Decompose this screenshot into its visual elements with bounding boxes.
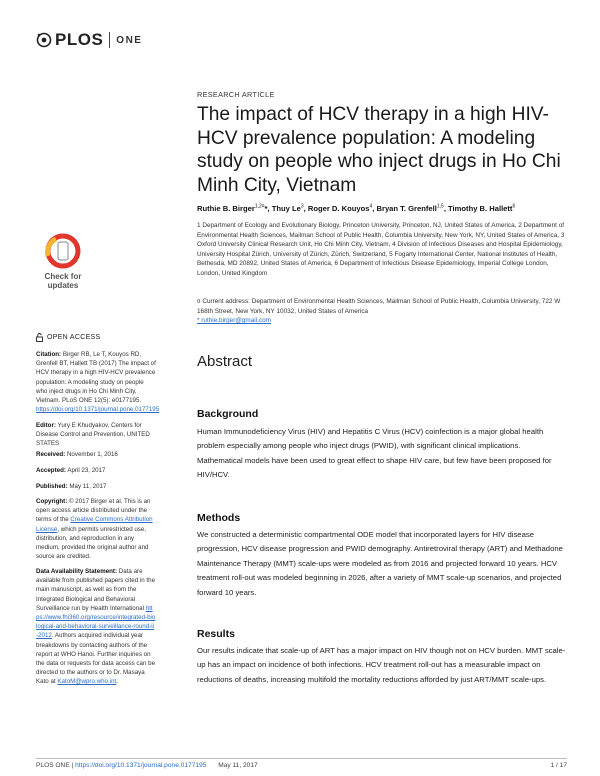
check-for-updates-badge[interactable] xyxy=(38,232,88,294)
check-updates-icon xyxy=(38,232,88,294)
open-lock-icon xyxy=(36,333,43,342)
current-address-block xyxy=(197,297,567,326)
published-block xyxy=(36,482,156,491)
footer-journal: PLOS ONE xyxy=(36,762,70,769)
editor-block xyxy=(36,421,156,449)
data-availability-label: Data Availability Statement: xyxy=(36,568,118,575)
received-date: November 1, 2016 xyxy=(66,451,118,458)
background-text: Human Immunodeficiency Virus (HIV) and Hepatitis C Virus (HCV) coinfection is a major global health problem especially among people who inject drugs (PWID), with significant clinical implications. Mathematical models have been used to great effect to shape HIV care, but few have been proposed for HIV/HCV. xyxy=(197,427,552,480)
accepted-label: Accepted: xyxy=(36,467,66,474)
footer-citation xyxy=(36,762,258,769)
data-availability-block xyxy=(36,567,156,687)
copyright-label: Copyright: xyxy=(36,498,68,505)
background-heading: Background xyxy=(197,408,259,420)
received-block xyxy=(36,450,156,459)
published-date: May 11, 2017 xyxy=(69,483,107,490)
accepted-block xyxy=(36,466,156,475)
citation-block xyxy=(36,350,160,414)
plos-logo-mark-icon xyxy=(36,32,52,48)
footer-date: May 11, 2017 xyxy=(218,762,258,769)
author-1[interactable]: Ruthie B. Birger$^{1,2¤}$*, xyxy=(197,203,272,213)
article-title: The impact of HCV therapy in a high HIV-HCV prevalence population: A modeling study on people who inject drugs in Ho Chi Minh City, Vietnam xyxy=(197,104,561,196)
author-5[interactable]: Timothy B. Hallett$^6$ xyxy=(448,203,516,213)
check-updates-line1: Check for xyxy=(44,272,82,281)
copyright-text1: © 2017 Birger et al. This is an open access article distributed under the terms of the xyxy=(36,498,151,524)
citation-text: Birger RB, Le T, Kouyos RD, Grenfell BT, Hallett TB (2017) The impact of HCV therapy in a high HIV-HCV prevalence population: A modeling study on people who inject drugs in Ho Chi Minh City, Vietnam. PLoS ONE 12(5): e0177195. xyxy=(36,351,156,405)
editor-label: Editor: xyxy=(36,422,56,429)
data-url-link[interactable]: https://www.fhi360.org/resource/integrated-biological-and-behavioral-surveillance-round-ii-2012 xyxy=(36,604,156,640)
author-3[interactable]: Roger D. Kouyos$^4$, xyxy=(307,203,377,213)
license-link[interactable]: Creative Commons Attribution License xyxy=(36,516,153,533)
accepted-date: April 23, 2017 xyxy=(67,467,106,474)
check-updates-line2: updates xyxy=(47,281,79,290)
footer-divider xyxy=(36,758,567,759)
data-availability-text2: . Authors acquired individual year breakdowns by contacting authors of the report at WHO Hanoi. Further inquiries on the data or requests for data access can be directed to the authors or to Dr. Masaya Kato at xyxy=(36,632,156,686)
logo-text: PLOS xyxy=(55,30,104,49)
article-type: RESEARCH ARTICLE xyxy=(197,90,275,99)
published-label: Published: xyxy=(36,483,68,490)
results-heading: Results xyxy=(197,628,235,640)
abstract-heading: Abstract xyxy=(197,353,253,370)
author-4[interactable]: Bryan T. Grenfell$^{1,5}$, xyxy=(376,203,449,213)
logo-divider xyxy=(109,32,110,48)
data-contact-email-link[interactable]: KatoM@wpro.who.int xyxy=(57,678,117,686)
results-text: Our results indicate that scale-up of ART has a major impact on HIV though not on HCV burden. MMT scale-up has an impact on incidence of both infections. HCV treatment roll-out has a measurable impact on reductions of deaths, increasing multifold the mortality reductions afforded by just ART/MMT scale-ups. xyxy=(197,646,566,684)
copyright-text2: , which permits unrestricted use, distribution, and reproduction in any medium, provided the original author and source are credited. xyxy=(36,525,149,561)
plos-logo xyxy=(36,30,142,50)
corresponding-email[interactable]: * ruthie.birger@gmail.com xyxy=(197,317,271,325)
open-access-text: OPEN ACCESS xyxy=(47,334,101,341)
methods-text: We constructed a deterministic compartmental ODE model that incorporated layers for HIV disease progression, HCV disease progression and PWID demography. Antiretroviral therapy (ART) and Methadone Maintenance Therapy (MMT) scale-ups were modeled as from 2016 and projected forward 10 years. HCV treatment roll-out was modeled beginning in 2026, after a variety of MMT scale-up scenarios, and projected forward 10 years. xyxy=(197,530,563,597)
data-availability-text1: Data are available from published papers cited in the main manuscript, as well as from the Integrated Biological and Behavioral Surveillance run by Health International xyxy=(36,568,156,612)
journal-name: ONE xyxy=(116,34,143,46)
copyright-block xyxy=(36,497,156,561)
open-access-label xyxy=(36,333,100,342)
current-address: ¤ Current address: Department of Environmental Health Sciences, Mailman School of Public Health, Columbia University, 722 W 168th Street, New York, NY 10032, United States of America xyxy=(197,298,561,315)
methods-heading: Methods xyxy=(197,512,241,524)
footer-separator: | xyxy=(69,762,76,769)
editor-text: Yury E Khudyakov, Centers for Disease Control and Prevention, UNITED STATES xyxy=(36,422,150,448)
footer-doi-link[interactable]: https://doi.org/10.1371/journal.pone.0177195 xyxy=(75,762,207,769)
citation-label: Citation: xyxy=(36,351,62,358)
page-number: 1 / 17 xyxy=(550,762,567,769)
author-2[interactable]: Thuy Le$^3$, xyxy=(271,203,308,213)
received-label: Received: xyxy=(36,451,66,458)
data-availability-text3: . xyxy=(116,678,118,686)
citation-doi-link[interactable]: https://doi.org/10.1371/journal.pone.0177195 xyxy=(36,406,160,414)
affiliations: 1 Department of Ecology and Evolutionary Biology, Princeton University, Princeton, NJ, United States of America, 2 Department of Environmental Health Sciences, Mailman School of Public Health, Columbia University, New York, NY, United States of America, 3 Oxford University Clinical Research Unit, Ho Chi Minh City, Vietnam, 4 Division of Infectious Diseases and Hospital Epidemiology, University Hospital Zürich, University of Zürich, Zürich, Switzerland, 5 Fogarty International Center, National Institutes of Health, Bethesda, MD 20892, United States of America, 6 Department of Infectious Disease Epidemiology, Imperial College London, London, United Kingdom xyxy=(197,222,565,277)
author-list xyxy=(197,203,567,213)
